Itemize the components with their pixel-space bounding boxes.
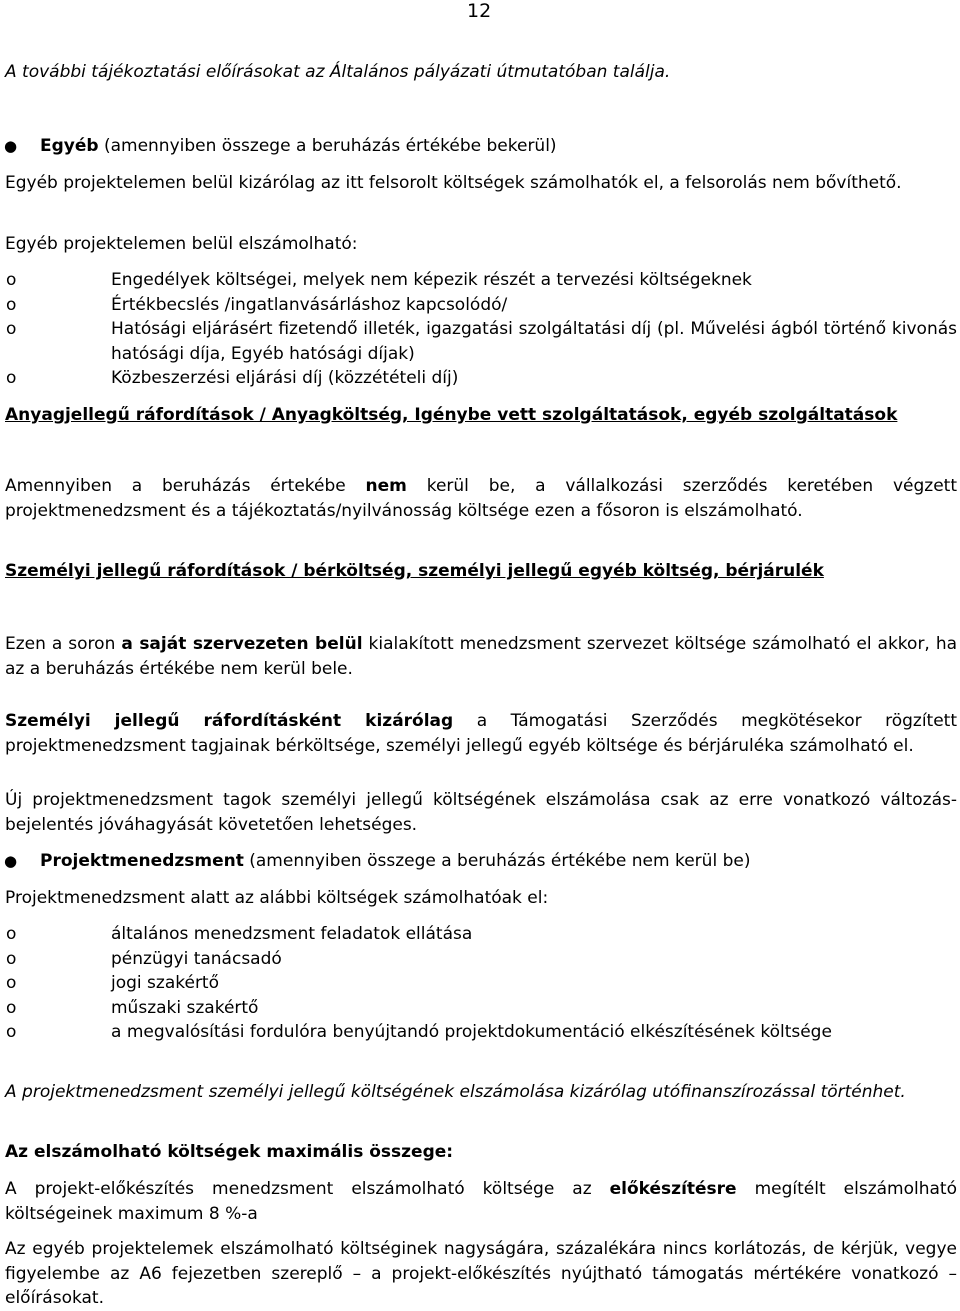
pm-paragraph: Projektmenedzsment alatt az alábbi költségek számolhatóak el:	[5, 888, 549, 908]
bullet-egyeb-title: Egyéb	[40, 136, 99, 156]
intro-note: A további tájékoztatási előírásokat az Általános pályázati útmutatóban találja.	[5, 62, 671, 82]
list-item	[5, 317, 957, 366]
list-marker: o	[6, 368, 17, 388]
list-marker: o	[6, 1022, 17, 1042]
heading-max: Az elszámolható költségek maximális összege:	[5, 1142, 454, 1162]
bullet-egyeb-note: (amennyiben összege a beruházás értékébe bekerül)	[98, 136, 557, 156]
heading-anyagjellegu: Anyagjellegű ráfordítások / Anyagköltség, Igénybe vett szolgáltatások, egyéb szolgáltatások	[5, 405, 898, 425]
egyeb-list	[5, 268, 957, 391]
pm-note: A projektmenedzsment személyi jellegű költségének elszámolása kizárólag utófinanszírozással történhet.	[5, 1082, 906, 1102]
szemelyi-paragraph-2: Személyi jellegű ráfordításként kizárólag a Támogatási Szerződés megkötésekor rögzített projektmenedzsment tagjainak bérköltsége, személyi jellegű egyéb költsége és bérjáruléka számolható el.	[5, 711, 957, 756]
list-item-text: pénzügyi tanácsadó	[111, 948, 282, 969]
anyag-paragraph: Amennyiben a beruházás értekébe nem kerül be, a vállalkozási szerződés keretében végzett projektmenedzsment és a tájékoztatás/nyilvánosság költsége ezen a fősoron is elszámolható.	[5, 476, 957, 521]
bullet-pm-note: (amennyiben összege a beruházás értékébe nem kerül be)	[243, 851, 751, 871]
list-marker: o	[6, 997, 17, 1018]
list-marker: o	[6, 973, 17, 993]
list-item-text: Engedélyek költségei, melyek nem képezik részét a tervezési költségeknek	[111, 270, 752, 290]
egyeb-paragraph-1: Egyéb projektelemen belül kizárólag az itt felsorolt költségek számolhatók el, a felsorolás nem bővíthető.	[5, 173, 902, 193]
list-item	[5, 293, 957, 318]
bullet-icon: ●	[4, 852, 18, 870]
list-item-text: általános menedzsment feladatok ellátása	[111, 924, 473, 944]
max-paragraph-2: Az egyéb projektelemek elszámolható költséginek nagyságára, százalékára nincs korlátozás, de kérjük, vegye figyelembe az A6 fejezetben szereplő – a projekt-előkészítés nyújtható támogatás mértékére vonatkozó – előírásokat.	[5, 1239, 957, 1308]
list-item	[5, 268, 957, 293]
list-marker: o	[6, 270, 17, 290]
bullet-icon: ●	[4, 137, 18, 155]
list-marker: o	[6, 924, 17, 944]
szemelyi-paragraph-3: Új projektmenedzsment tagok személyi jellegű költségének elszámolása csak az erre vonatkozó változás-bejelentés jóváhagyását követetően lehetséges.	[5, 790, 957, 835]
list-item	[5, 947, 957, 972]
list-item-text: műszaki szakértő	[111, 997, 259, 1018]
list-item	[5, 366, 957, 391]
list-marker: o	[6, 319, 17, 339]
list-item-text: a megvalósítási fordulóra benyújtandó projektdokumentáció elkészítésének költsége	[111, 1022, 832, 1042]
bullet-pm-title: Projektmenedzsment	[40, 851, 244, 871]
szemelyi-paragraph-1: Ezen a soron a saját szervezeten belül kialakított menedzsment szervezet költsége számolható el akkor, ha az a beruházás értékébe nem kerül bele.	[5, 634, 958, 679]
list-item	[5, 922, 957, 947]
heading-szemelyi: Személyi jellegű ráfordítások / bérköltség, személyi jellegű egyéb költség, bérjárulék	[5, 561, 824, 581]
list-item-text: jogi szakértő	[111, 973, 219, 993]
list-marker: o	[6, 948, 17, 969]
page-number: 12	[467, 0, 492, 22]
pm-list	[5, 922, 957, 1045]
egyeb-paragraph-2: Egyéb projektelemen belül elszámolható:	[5, 234, 358, 254]
list-item	[5, 1020, 957, 1045]
list-marker: o	[6, 294, 17, 315]
max-paragraph-1: A projekt-előkészítés menedzsment elszámolható költsége az előkészítésre megítélt elszámolható költségeinek maximum 8 %-a	[5, 1179, 957, 1224]
list-item-text: Hatósági eljárásért fizetendő illeték, igazgatási szolgáltatási díj (pl. Művelési ágból történő kivonás hatósági díja, Egyéb hatósági díjak)	[111, 319, 957, 364]
list-item	[5, 996, 957, 1021]
list-item-text: Közbeszerzési eljárási díj (közzétételi díj)	[111, 368, 459, 388]
list-item-text: Értékbecslés /ingatlanvásárláshoz kapcsolódó/	[111, 294, 508, 315]
list-item	[5, 971, 957, 996]
